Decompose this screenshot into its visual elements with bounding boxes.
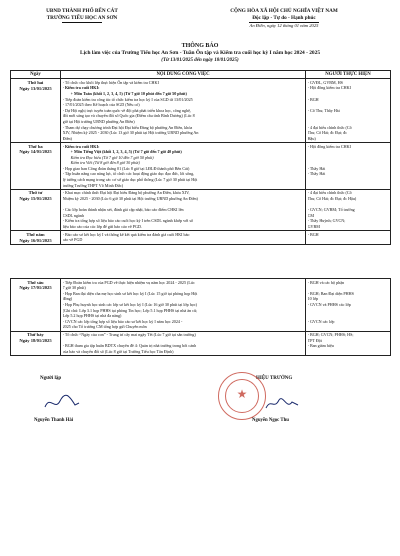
person-line xyxy=(308,349,389,355)
content-line: - Họp Ban đại diện cha mẹ học sinh sơ kết học kỳ I (Lúc 15 giờ tại phòng họp Hội xyxy=(62,290,198,296)
day-date: Ngày 18/01/2025 xyxy=(19,337,52,343)
person-line xyxy=(308,237,389,243)
content-line: lý tưởng cách mạng trong các cơ sở giáo dục phổ thông (Lúc 7 giờ 30 phút tại Hội xyxy=(62,177,198,183)
content-line: - 17/01/2025 theo Kế hoạch của SGD (Nếu có) xyxy=(62,102,140,108)
person-line: - Hội đồng kiểm tra CHKI xyxy=(307,143,351,149)
day-cell xyxy=(11,279,61,332)
person-line: 10 lớp xyxy=(307,296,319,302)
content-line: - Kiểm tra tổng hợp số liệu báo cáo cuối học kỳ I trên CSDL ngành khớp với số xyxy=(62,218,194,224)
content-line: đổi mới sáng tạo và chuyển đổi số Quốc gia (Điểm cầu tỉnh Bình Dương) (Lúc 8 xyxy=(62,113,195,119)
content-line: - GVCN các lớp tổng hợp sổ liệu báo cáo sơ kết học kỳ I năm học 2024 - xyxy=(62,318,183,324)
content-line: - Các lớp hoàn thành nhận xét, đánh giá cập nhật, báo cáo điểm CHKI lên xyxy=(62,207,184,213)
day-date: Ngày 16/01/2025 xyxy=(19,237,52,243)
person-cell xyxy=(306,231,391,245)
person-line: - GVCN; GVBM; Tổ trưởng xyxy=(307,207,355,213)
person-line: - Thầy Hải xyxy=(307,165,326,171)
person-line: - BGH xyxy=(307,231,319,237)
day-date: Ngày 14/01/2025 xyxy=(19,149,52,155)
person-line: - GVCN các lớp xyxy=(307,318,335,324)
person-line: - Cô Thu; Thầy Hải xyxy=(307,107,340,113)
table-row xyxy=(11,189,391,230)
table-row xyxy=(11,331,391,356)
content-line: - Tổ chức “Ngày của con” - Trung trí cây mai ngày Tết (Lúc 7 giờ tại sân trường) xyxy=(62,332,196,338)
content-line: - Tham dự chạy chương trình Đại hội Đại biểu Đảng bộ phường An Điền, khóa xyxy=(62,124,193,130)
person-line: Thu; Cô Hải; đc Đạt; đc Hậu) xyxy=(307,196,357,202)
day-name: Thứ ba xyxy=(28,143,43,149)
content-line: - Tiếp đoàn kiểm tra công tác tổ chức kiểm tra học kỳ I của SGD từ 13/01/2025 xyxy=(62,96,193,102)
person-line: - 4 đại biểu chính thức (Cô xyxy=(307,124,352,130)
header-person: NGƯỜI THỰC HIỆN xyxy=(306,71,391,79)
content-cell xyxy=(61,231,306,245)
content-cell xyxy=(61,142,306,189)
person-line: TPT Đội xyxy=(307,337,322,343)
person-line: GVBM xyxy=(307,224,320,229)
day-date: Ngày 15/01/2025 xyxy=(19,196,52,202)
nation-line-1: CỘNG HÒA XÃ HỘI CHỦ NGHĨA VIỆT NAM xyxy=(230,8,338,14)
day-name: Thứ tư xyxy=(28,190,43,196)
content-line: - Báo cáo sơ kết học kỳ I và thống kê kết quả kiểm tra đánh giá cuối HKI báo xyxy=(62,231,190,237)
header-day: Ngày xyxy=(11,71,61,79)
nation-line-2: Độc lập - Tự do - Hạnh phúc xyxy=(252,15,316,21)
org-line-1: UBND THÀNH PHỐ BẾN CÁT xyxy=(46,8,118,14)
content-line: - Tổ chức cho khối lớp thực hiện Ôn tập và kiểm tra CHKI xyxy=(62,79,159,85)
official-stamp xyxy=(218,372,266,420)
date-line: An Điền, ngày 12 tháng 01 năm 2025 xyxy=(249,23,319,28)
content-cell xyxy=(61,79,306,143)
person-line: - GVĐL, GVBM, HS xyxy=(307,79,343,85)
content-line: - Dự Hội nghị trực tuyến toàn quốc về đội phá phát triển khoa học, công nghệ, xyxy=(62,107,191,113)
principal-name: Nguyễn Ngọc Thu xyxy=(252,418,289,423)
org-line-2: TRƯỜNG TIỂU HỌC AN SƠN xyxy=(46,15,118,21)
day-cell xyxy=(11,331,61,356)
content-line: XIV, Nhiệm kỳ 2025 - 2030 (Lúc 13 giờ 30 phút tại Hội trường UBND phường An xyxy=(62,130,199,136)
content-line: liệu báo cáo của các lớp để gửi báo cáo về PGD. xyxy=(62,224,142,229)
person-line: - BGH xyxy=(307,96,319,102)
person-cell xyxy=(306,279,391,332)
content-line: - Khai mạc chính thức Đại hội Đại biểu Đảng bộ phường An Điền, khóa XIV, xyxy=(62,190,190,196)
content-line: CSDL ngành xyxy=(62,212,84,218)
content-cell xyxy=(61,189,306,230)
content-cell xyxy=(61,279,306,332)
day-name: Thứ bảy xyxy=(27,332,44,338)
content-line: đồng) xyxy=(62,296,73,302)
person-line: Hậu) xyxy=(307,135,316,141)
header-content: NỘI DUNG CÔNG VIỆC xyxy=(61,71,306,79)
person-line: - Thầy Hải xyxy=(307,171,326,177)
day-date: Ngày 17/01/2025 xyxy=(19,285,52,291)
notice-date-range: (Từ 13/01/2025 đến ngày 18/01/2025) xyxy=(161,58,239,63)
content-line: Nhiệm kỳ 2025 - 2030 (Lúc 6 giờ 30 phút tại Hội trường UBND phường An Điền) xyxy=(62,196,198,202)
person-line: - BGH; GVCN; PHHS; HS; xyxy=(307,332,354,338)
content-line: cáo về PGD xyxy=(62,237,83,243)
principal-signature xyxy=(262,392,302,414)
notice-title-block xyxy=(10,42,390,64)
person-line: - Thầy Huỳnh; GVCN; xyxy=(307,218,346,224)
content-line: 7 giờ 30 phút) xyxy=(62,285,86,291)
preparer-signature xyxy=(42,392,82,414)
day-cell xyxy=(11,142,61,189)
content-line: - Kiểm tra cuối HKI: xyxy=(62,85,100,91)
content-line: (Ghi chú: Lớp 3.1 họp PHHS tại phòng Tin học; Lớp 5.1 họp PHHS tại nhà ăn cũ; xyxy=(62,307,198,313)
person-line: - BGH; Ban Đại diện PHHS xyxy=(307,290,354,296)
day-cell xyxy=(11,189,61,230)
stamp-star-icon: ★ xyxy=(236,387,248,401)
person-cell xyxy=(306,189,391,230)
content-line: - Họp Phụ huynh học sinh các lớp sơ kết học kỳ I (Lúc 16 giờ 30 phút tại lớp học) xyxy=(62,301,197,307)
person-line: - GVCN và PHHS các lớp xyxy=(307,301,351,307)
day-cell xyxy=(11,231,61,245)
person-line xyxy=(308,183,389,189)
notice-title: THÔNG BÁO xyxy=(181,43,219,49)
content-line: Điền) xyxy=(62,135,72,141)
person-line: Thu; Cô Hải; đc Đạt; đc xyxy=(307,130,348,136)
person-line: - Hội đồng kiểm tra CHKI xyxy=(307,85,351,91)
table-row xyxy=(11,279,391,332)
person-cell xyxy=(306,79,391,143)
schedule-table-part-1 xyxy=(10,70,391,245)
org-header xyxy=(12,8,152,23)
content-line: - Tập huấn nâng cao năng lực, tổ chức các hoạt động giáo dục đạo đức, lối sống, xyxy=(62,171,195,177)
content-line: + Môn Toán (khối 1, 2, 3, 4, 5) (Từ 7 giờ 10 phút đến 7 giờ 50 phút) xyxy=(70,90,187,96)
notice-subtitle: Lịch làm việc của Trường Tiểu học An Sơn - Tuần Ôn tập và Kiểm tra cuối học kỳ I năm học 2024 - 2025 xyxy=(79,50,321,56)
table-row xyxy=(11,79,391,143)
content-line: giờ tại Hội trường UBND phường An Điền) xyxy=(62,118,135,124)
content-line: trường Trường THPT Võ Minh Đức) xyxy=(62,182,124,188)
principal-label: HIỆU TRƯỞNG xyxy=(256,376,293,381)
day-name: Thứ hai xyxy=(27,79,44,85)
content-cell xyxy=(61,331,306,356)
day-name: Thứ sáu xyxy=(27,279,44,285)
preparer-label: Người lập xyxy=(40,376,62,381)
content-line: + Môn Tiếng Việt (khối 1, 2, 3, 4, 5) (Từ 7 giờ đến 7 giờ 40 phút) xyxy=(70,149,182,155)
person-line: - BGH và các bộ phận xyxy=(307,279,345,285)
content-line: - Kiểm tra cuối HKI: xyxy=(62,143,100,149)
day-date: Ngày 13/01/2025 xyxy=(19,85,52,91)
person-line: - 4 đại biểu chính thức (Cô xyxy=(307,190,352,196)
table-header-row xyxy=(11,71,391,79)
person-cell xyxy=(306,142,391,189)
content-line: - BGH tham gia tập huấn BDTX chuyên đề 4: Quản trị nhà trường trong bối cảnh xyxy=(62,343,197,349)
person-line xyxy=(308,324,389,330)
content-line: Kiểm tra Đọc hiểu (Từ 7 giờ 10 đến 7 giờ 50 phút) xyxy=(70,154,154,160)
day-cell xyxy=(11,79,61,143)
person-line: CM xyxy=(307,212,314,218)
org-underline xyxy=(62,22,102,23)
content-line: - Tiếp Đoàn kiểm tra của PGD về thực hiện nhiệm vụ năm học 2024 - 2025 (Lúc xyxy=(62,279,195,285)
table-row xyxy=(11,142,391,189)
schedule-table-part-2 xyxy=(10,278,391,356)
person-line: - Ban giám hiệu xyxy=(307,343,334,349)
nation-header xyxy=(178,8,390,29)
person-cell xyxy=(306,331,391,356)
day-name: Thứ năm xyxy=(26,231,45,237)
content-line: 2025 cho Tổ trưởng CM tổng hợp gửi Chuyên môn xyxy=(62,324,147,330)
content-line: Kiểm tra Viết (Từ 8 giờ đến 8 giờ 30 phút) xyxy=(70,160,140,166)
content-line: của bảo và chuyển đổi số (Lúc 8 giờ tại Trường Tiểu học Tân Định) xyxy=(62,348,174,354)
table-row xyxy=(11,231,391,245)
preparer-name: Nguyễn Thanh Hải xyxy=(34,418,74,423)
content-line: Lớp 5.2 họp PHHS tại nhà đa năng) xyxy=(62,313,122,319)
content-line: - Họp giao ban Công đoàn tháng 01 (Lúc 8 giờ tại LĐLĐ thành phố Bến Cát) xyxy=(62,165,190,171)
